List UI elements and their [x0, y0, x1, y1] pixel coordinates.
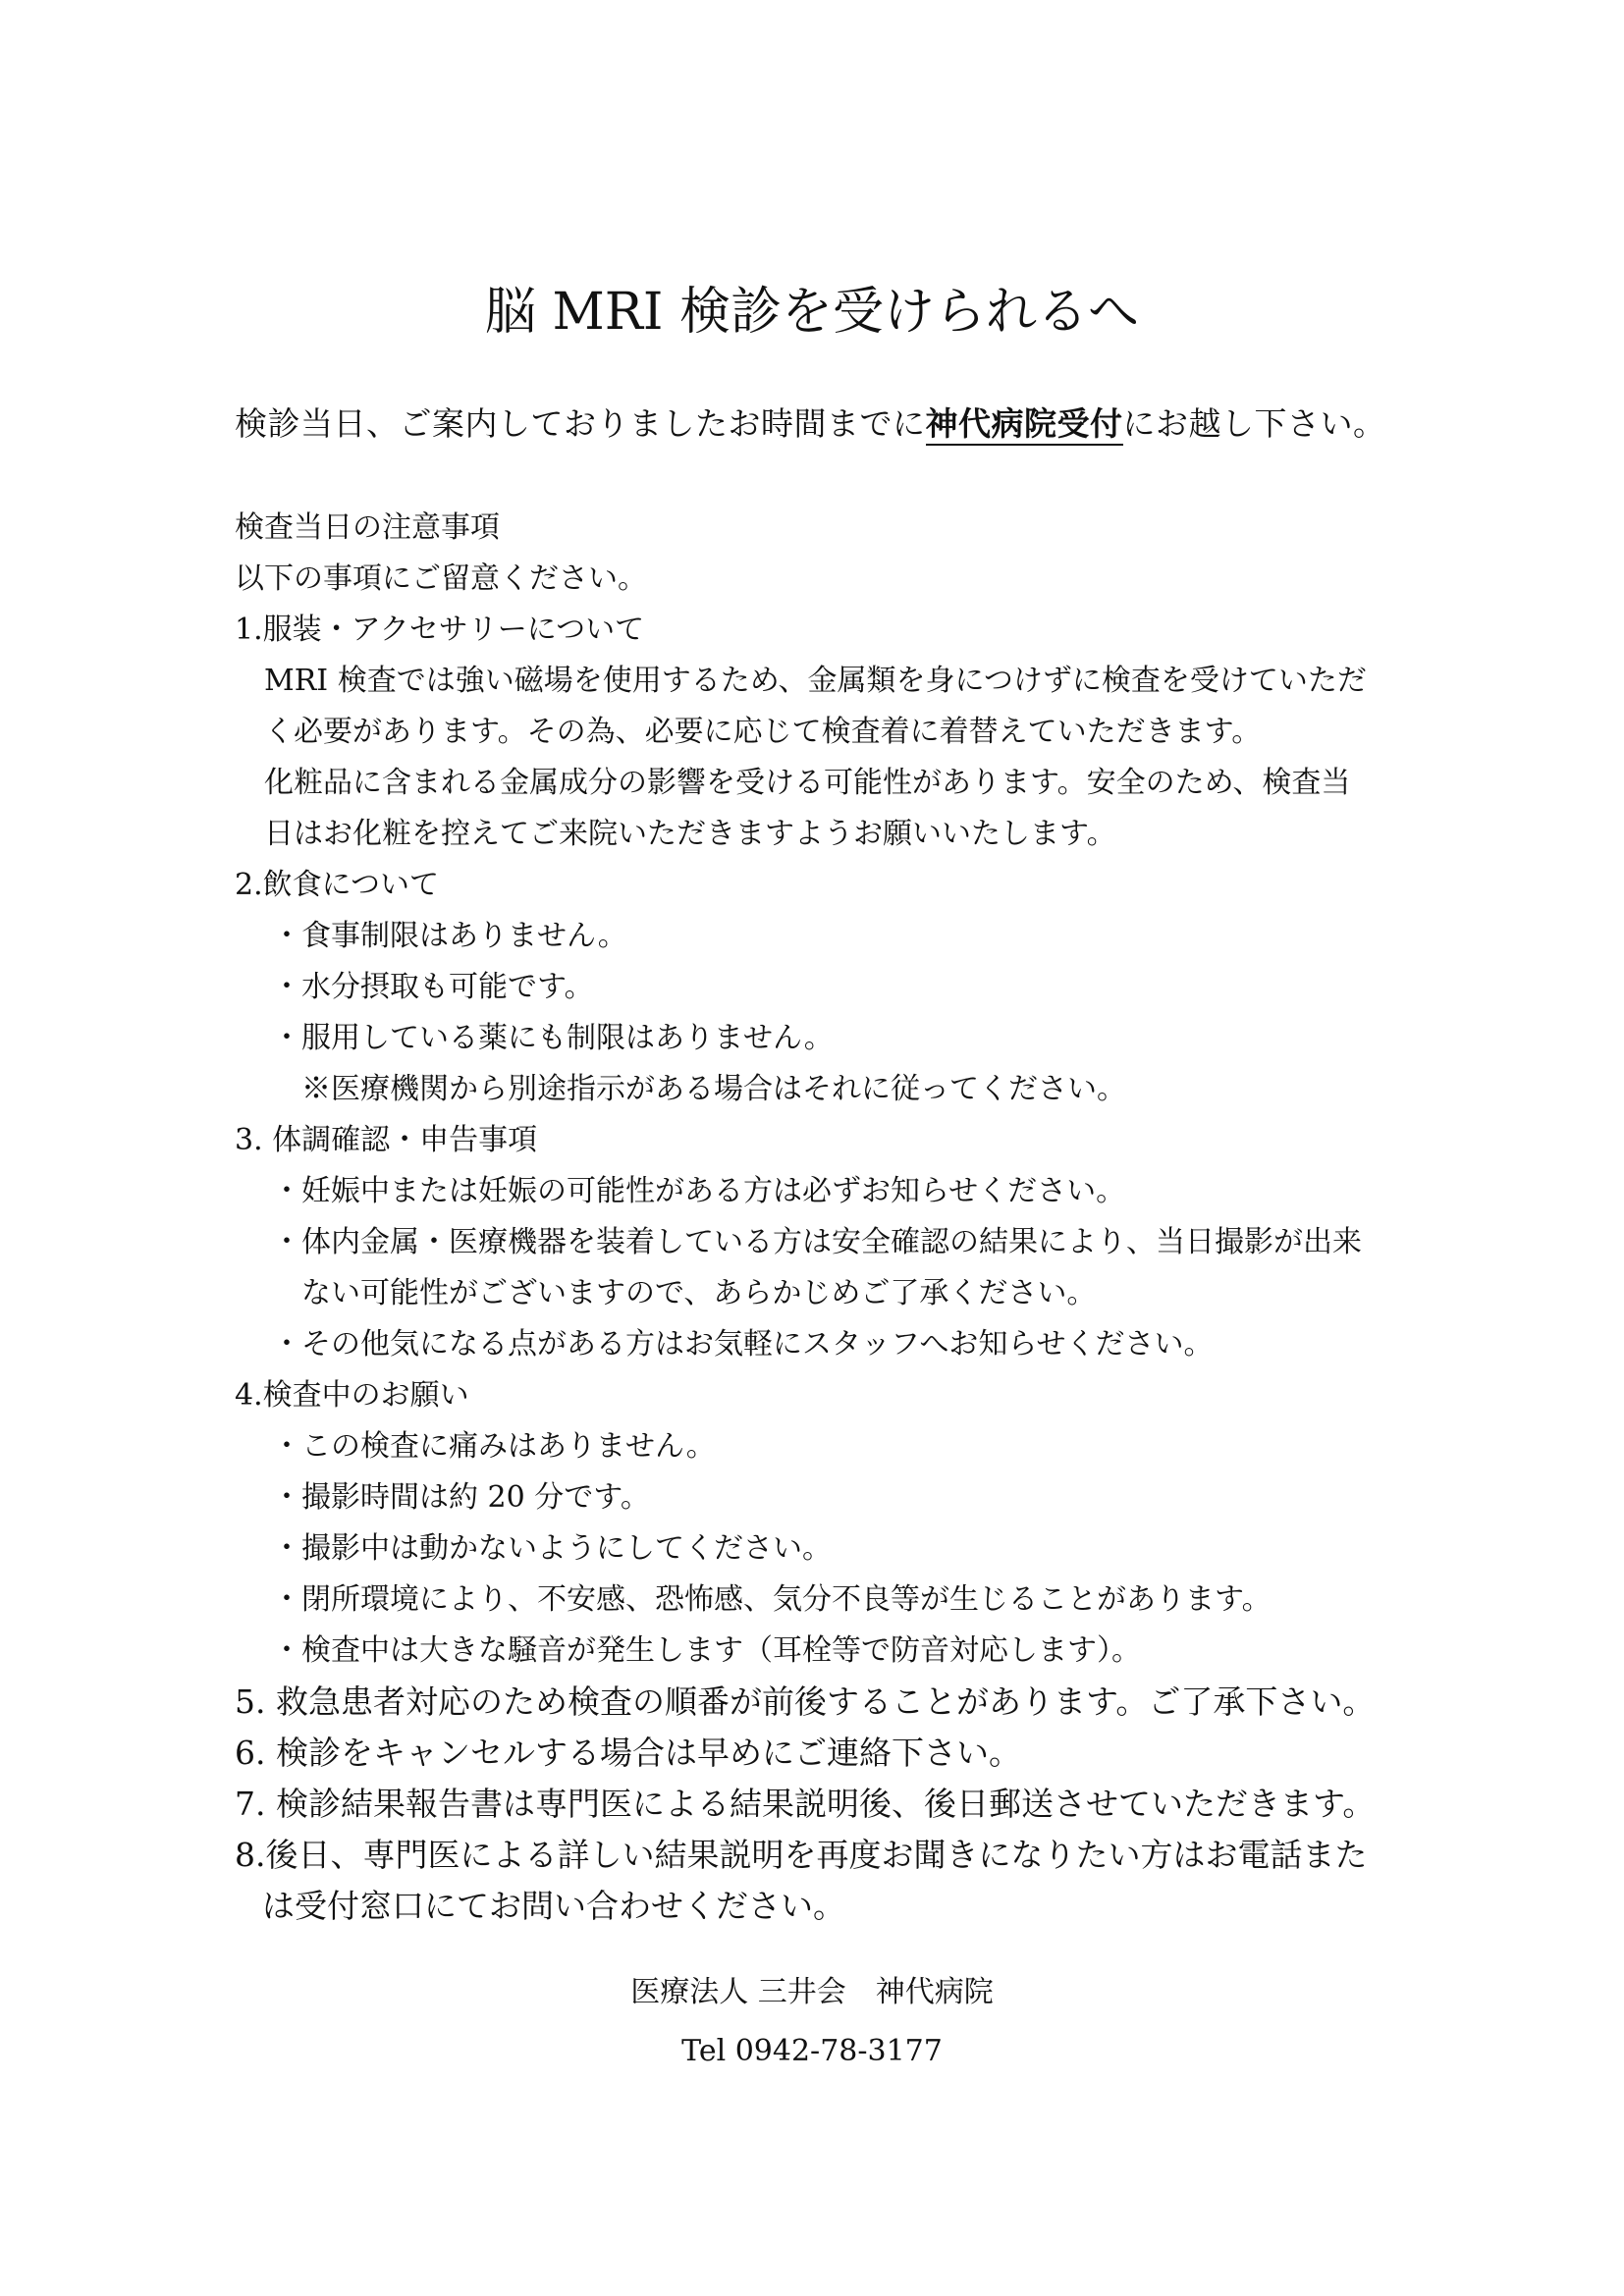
health-bullet-continuation: ない可能性がございますので、あらかじめご了承ください。 [301, 1276, 1097, 1310]
notes-body [235, 503, 1393, 1932]
section-food-title: 2.飲食について [235, 868, 440, 902]
section-report-mailing: 7. 検診結果報告書は専門医による結果説明後、後日郵送させていただきます。 [235, 1785, 1376, 1823]
food-bullet: ・水分摂取も可能です。 [272, 970, 594, 1004]
notes-subheading: 以下の事項にご留意ください。 [235, 561, 647, 596]
intro-text-before: 検診当日、ご案内しておりましたお時間までに [235, 404, 926, 443]
during-exam-bullet: ・撮影時間は約 20 分です。 [272, 1480, 650, 1515]
document-title: 脳 MRI 検診を受けられるへ [485, 283, 1139, 342]
intro-text-after: にお越し下さい。 [1122, 404, 1386, 443]
section-emergency-order: 5. 救急患者対応のため検査の順番が前後することがあります。ご了承下さい。 [235, 1682, 1376, 1721]
clothing-paragraph-line: MRI 検査では強い磁場を使用するため、金属類を身につけずに検査を受けていただ [264, 664, 1367, 698]
hospital-phone: Tel 0942-78-3177 [681, 2034, 943, 2068]
during-exam-bullet: ・この検査に痛みはありません。 [272, 1429, 716, 1464]
section-during-exam-title: 4.検査中のお願い [235, 1378, 469, 1413]
cosmetics-paragraph-line: 化粧品に含まれる金属成分の影響を受ける可能性があります。安全のため、検査当 [264, 766, 1351, 800]
section-health-title: 3. 体調確認・申告事項 [235, 1123, 538, 1157]
health-bullet: ・体内金属・医療機器を装着している方は安全確認の結果により、当日撮影が出来 [272, 1225, 1362, 1259]
section-inquiry: 8.後日、専門医による詳しい結果説明を再度お聞きになりたい方はお電話また [235, 1836, 1368, 1874]
section-clothing-title: 1.服装・アクセサリーについて [235, 613, 645, 647]
during-exam-bullet: ・撮影中は動かないようにしてください。 [272, 1531, 832, 1566]
food-bullet: ・服用している薬にも制限はありません。 [272, 1021, 834, 1055]
food-note: ※医療機関から別途指示がある場合はそれに従ってください。 [301, 1072, 1126, 1106]
intro-paragraph [235, 400, 1386, 448]
hospital-name: 医療法人 三井会 神代病院 [630, 1975, 994, 2009]
notes-heading: 検査当日の注意事項 [235, 510, 500, 545]
clothing-paragraph-line: く必要があります。その為、必要に応じて検査着に着替えていただきます。 [264, 715, 1262, 749]
section-cancellation: 6. 検診をキャンセルする場合は早めにご連絡下さい。 [235, 1734, 1021, 1772]
food-bullet: ・食事制限はありません。 [272, 919, 627, 953]
health-bullet: ・妊娠中または妊娠の可能性がある方は必ずお知らせください。 [272, 1174, 1126, 1208]
health-bullet: ・その他気になる点がある方はお気軽にスタッフへお知らせください。 [272, 1327, 1214, 1362]
section-inquiry-continuation: は受付窓口にてお問い合わせください。 [262, 1887, 845, 1925]
during-exam-bullet: ・検査中は大きな騒音が発生します（耳栓等で防音対応します）。 [272, 1633, 1141, 1668]
during-exam-bullet: ・閉所環境により、不安感、恐怖感、気分不良等が生じることがあります。 [272, 1582, 1272, 1617]
cosmetics-paragraph-line: 日はお化粧を控えてご来院いただきますようお願いいたします。 [264, 817, 1116, 851]
reception-location: 神代病院受付 [926, 404, 1123, 446]
